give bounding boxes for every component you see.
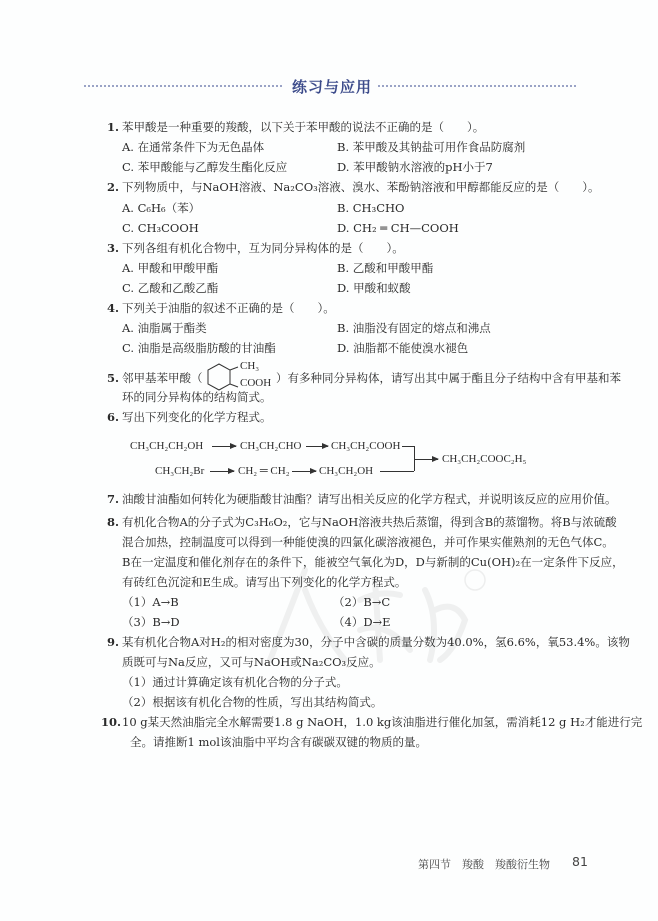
option-a: A. C₆H₆（苯） [122, 201, 201, 215]
question-stem: 10 g某天然油脂完全水解需要1.8 g NaOH，1.0 kg该油脂进行催化加氢，需消耗12 g H₂才能进行完 [122, 715, 643, 729]
intermediate: CH₃CH₂COOH [331, 440, 401, 452]
question-stem-cont: ）有多种同分异构体，请写出其中属于酯且分子结构中含有甲基和苯 [276, 371, 621, 385]
option-a: A. 油脂属于酯类 [122, 321, 207, 335]
sub-question: （2）根据该有机化合物的性质，写出其结构简式。 [122, 695, 383, 709]
option-d: D. CH₂ ═ CH—COOH [337, 221, 459, 235]
reaction-arrow [212, 446, 236, 447]
reagent: CH₃CH₂Br [155, 465, 205, 477]
option-a: A. 在通常条件下为无色晶体 [122, 140, 265, 154]
question-stem: 油酸甘油酯如何转化为硬脂酸甘油酯？请写出相关反应的化学方程式，并说明该反应的应用价值。 [122, 492, 617, 506]
methyl-group: CH₃ [240, 360, 260, 372]
question-number: 3. [107, 241, 120, 255]
reagent: CH₃CH₂CH₂OH [130, 440, 204, 452]
sub-question: （1）A→B [122, 595, 179, 609]
reaction-arrow [414, 459, 438, 460]
option-c: C. 乙酸和乙酸乙酯 [122, 281, 219, 295]
title-divider-left [84, 85, 282, 87]
question-stem-cont: 全。请推断1 mol该油脂中平均含有碳碳双键的物质的量。 [130, 735, 427, 749]
option-b: B. 乙酸和甲酸甲酯 [337, 261, 434, 275]
connector-line [380, 471, 414, 472]
footer-section-title: 第四节 羧酸 羧酸衍生物 [418, 858, 550, 871]
intermediate: CH₂ ═ CH₂ [238, 465, 290, 477]
title-divider-right [378, 85, 576, 87]
question-number: 7. [107, 492, 120, 506]
question-stem-cont: 环的同分异构体的结构简式。 [122, 390, 272, 404]
question-stem: 某有机化合物A对H₂的相对密度为30，分子中含碳的质量分数为40.0%，氢6.6%，氧53.4%。该物 [122, 635, 630, 649]
intermediate: CH₃CH₂OH [319, 465, 374, 477]
question-stem: 下列物质中，与NaOH溶液、Na₂CO₃溶液、溴水、苯酚钠溶液和甲醇都能反应的是（ ）。 [122, 180, 600, 194]
section-title: 练习与应用 [292, 78, 373, 96]
question-stem: 邻甲基苯甲酸（ [122, 371, 203, 385]
page-number: 81 [572, 854, 588, 869]
option-c: C. 油脂是高级脂肪酸的甘油酯 [122, 341, 276, 355]
question-stem: 有机化合物A的分子式为C₃H₆O₂，它与NaOH溶液共热后蒸馏，得到含B的蒸馏物。将B与浓硫酸 [122, 515, 617, 529]
option-c: C. CH₃COOH [122, 221, 199, 235]
question-stem: 下列各组有机化合物中，互为同分异构体的是（ ）。 [122, 241, 404, 255]
question-stem-cont: 质既可与Na反应，又可与NaOH或Na₂CO₃反应。 [122, 655, 381, 669]
option-b: B. CH₃CHO [337, 201, 405, 215]
question-number: 5. [107, 371, 120, 385]
question-number: 2. [107, 180, 120, 194]
intermediate: CH₃CH₂CHO [240, 440, 302, 452]
question-stem-cont: 混合加热，控制温度可以得到一种能使溴的四氯化碳溶液褪色，并可作果实催熟剂的无色气体C。 [122, 535, 614, 549]
question-number: 6. [107, 410, 120, 424]
question-stem: 下列关于油脂的叙述不正确的是（ ）。 [122, 301, 335, 315]
option-b: B. 油脂没有固定的熔点和沸点 [337, 321, 491, 335]
option-d: D. 甲酸和蚁酸 [337, 281, 411, 295]
sub-question: （4）D→E [333, 615, 391, 629]
option-d: D. 油脂都不能使溴水褪色 [337, 341, 469, 355]
question-stem: 写出下列变化的化学方程式。 [122, 410, 272, 424]
question-number: 10. [101, 715, 122, 729]
product: CH₃CH₂COOC₂H₅ [442, 453, 527, 465]
question-stem: 苯甲酸是一种重要的羧酸，以下关于苯甲酸的说法不正确的是（ ）。 [122, 120, 485, 134]
sub-question: （3）B→D [122, 615, 180, 629]
question-stem-cont: 有砖红色沉淀和E生成。请写出下列变化的化学方程式。 [122, 575, 407, 589]
question-number: 9. [107, 635, 120, 649]
option-a: A. 甲酸和甲酸甲酯 [122, 261, 219, 275]
option-c: C. 苯甲酸能与乙醇发生酯化反应 [122, 160, 288, 174]
option-d: D. 苯甲酸钠水溶液的pH小于7 [337, 160, 493, 174]
benzene-ring-icon [205, 362, 241, 392]
carboxyl-group: COOH [240, 377, 272, 389]
question-number: 1. [107, 120, 120, 134]
question-number: 8. [107, 515, 120, 529]
option-b: B. 苯甲酸及其钠盐可用作食品防腐剂 [337, 140, 526, 154]
question-number: 4. [107, 301, 120, 315]
connector-line [402, 446, 414, 447]
sub-question: （1）通过计算确定该有机化合物的分子式。 [122, 675, 348, 689]
reaction-arrow [210, 471, 234, 472]
reaction-arrow [306, 446, 328, 447]
sub-question: （2）B→C [333, 595, 391, 609]
question-stem-cont: B在一定温度和催化剂存在的条件下，能被空气氧化为D，D与新制的Cu(OH)₂在一定条件下反应， [122, 555, 624, 569]
reaction-arrow [292, 471, 316, 472]
